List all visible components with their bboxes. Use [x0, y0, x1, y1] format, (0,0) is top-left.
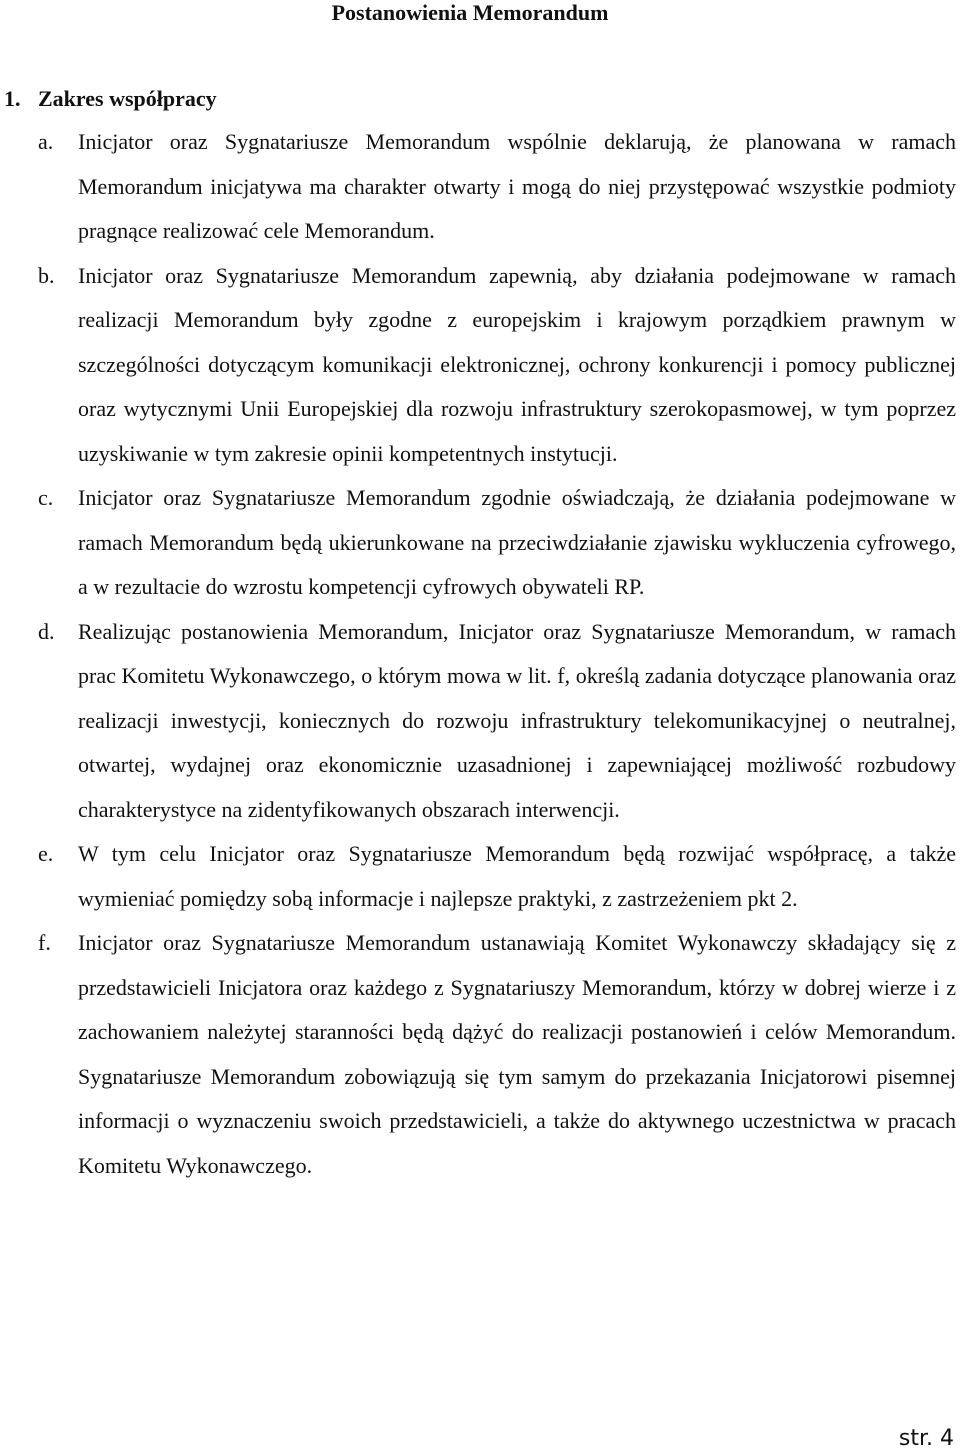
provision-item-d [38, 610, 956, 833]
item-letter: d. [38, 618, 55, 644]
item-letter: e. [38, 841, 54, 866]
item-letter: a. [38, 129, 54, 154]
item-text: Inicjator oraz Sygnatariusze Memorandum zapewnią, aby działania podejmowane w ramach realizacji Memorandum były zgodne z europejskim i krajowym porządkiem prawnym w szczególności dotyczącym komunikacji elektronicznej, ochrony konkurencji i pomocy publicznej oraz wytycznymi Unii Europejskiej dla rozwoju infrastruktury szerokopasmowej, w tym poprzez uzyskiwanie w tym zakresie opinii kompetentnych instytucji. [78, 262, 956, 466]
item-text: W tym celu Inicjator oraz Sygnatariusze Memorandum będą rozwijać współpracę, a także wymieniać pomiędzy sobą informacje i najlepsze praktyki, z zastrzeżeniem pkt 2. [78, 841, 956, 911]
provision-item-c [38, 476, 956, 610]
item-letter: f. [38, 930, 51, 955]
provision-item-b [38, 254, 956, 477]
provision-item-f [38, 921, 956, 1188]
item-letter: b. [38, 262, 55, 288]
provision-list [38, 120, 956, 1188]
provision-item-e [38, 832, 956, 921]
section-heading [4, 86, 217, 112]
item-text: Inicjator oraz Sygnatariusze Memorandum wspólnie deklarują, że planowana w ramach Memorandum inicjatywa ma charakter otwarty i mogą do niej przystępować wszystkie podmioty pragnące realizować cele Memorandum. [78, 129, 956, 243]
provision-item-a [38, 120, 956, 254]
item-text: Realizując postanowienia Memorandum, Inicjator oraz Sygnatariusze Memorandum, w ramach prac Komitetu Wykonawczego, o którym mowa w lit. f, określą zadania dotyczące planowania oraz realizacji inwestycji, koniecznych do rozwoju infrastruktury telekomunikacyjnej o neutralnej, otwartej, wydajnej oraz ekonomicznie uzasadnionej i zapewniającej możliwość rozbudowy charakterystyce na zidentyfikowanych obszarach interwencji. [78, 618, 956, 822]
section-number: 1. [4, 86, 21, 111]
item-text: Inicjator oraz Sygnatariusze Memorandum ustanawiają Komitet Wykonawczy składający się z przedstawicieli Inicjatora oraz każdego z Sygnatariuszy Memorandum, którzy w dobrej wierze i z zachowaniem należytej staranności będą dążyć do realizacji postanowień i celów Memorandum. Sygnatariusze Memorandum zobowiązują się tym samym do przekazania Inicjatorowi pisemnej informacji o wyznaczeniu swoich przedstawicieli, a także do aktywnego uczestnictwa w pracach Komitetu Wykonawczego. [78, 930, 956, 1178]
page-number: str. 4 [898, 1426, 954, 1451]
item-letter: c. [38, 485, 54, 510]
document-title: Postanowienia Memorandum [331, 0, 609, 25]
section-heading-text: Zakres współpracy [38, 86, 217, 111]
item-text: Inicjator oraz Sygnatariusze Memorandum zgodnie oświadczają, że działania podejmowane w ramach Memorandum będą ukierunkowane na przeciwdziałanie zjawisku wykluczenia cyfrowego, a w rezultacie do wzrostu kompetencji cyfrowych obywateli RP. [78, 485, 956, 599]
